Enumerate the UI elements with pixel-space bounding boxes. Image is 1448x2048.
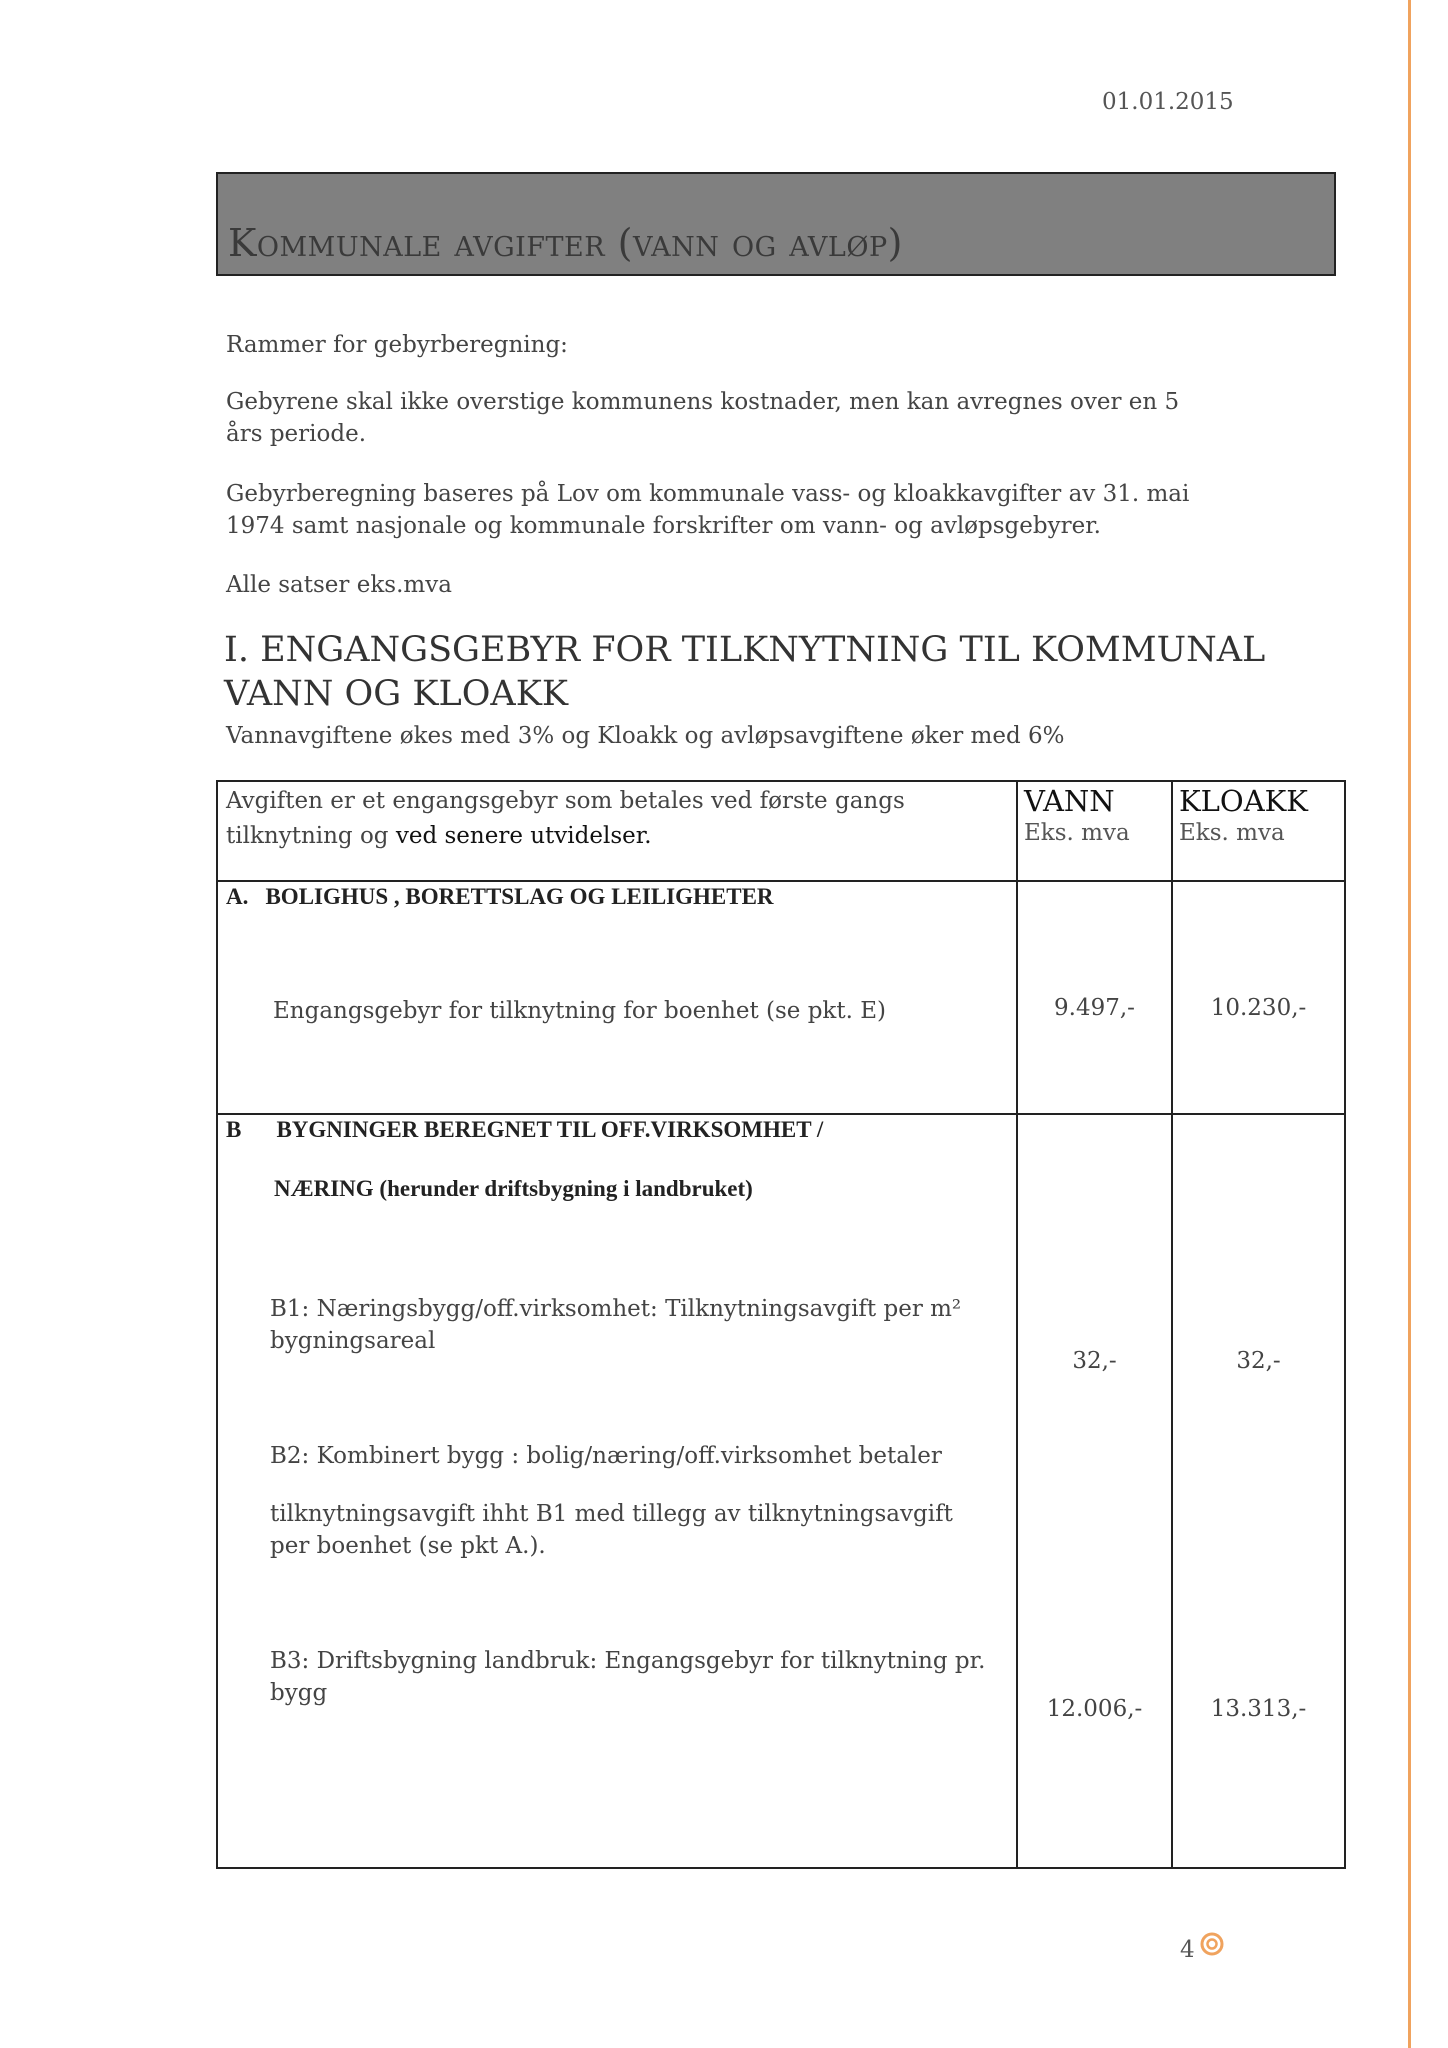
row-b-kloakk-cell xyxy=(1172,1114,1345,1868)
section-heading: I. ENGANGSGEBYR FOR TILKNYTNING TIL KOMMUNAL VANN OG KLOAKK xyxy=(224,630,1266,714)
intro-paragraph-2: Gebyrene skal ikke overstige kommunens kostnader, men kan avregnes over en 5 års periode. xyxy=(226,389,1180,447)
row-a-vann-cell xyxy=(1017,881,1172,1114)
table-intro-cell xyxy=(217,781,1017,881)
row-a-kloakk-cell xyxy=(1172,881,1345,1114)
column-header-kloakk xyxy=(1172,781,1345,881)
row-b-title-line1: BYGNINGER BEREGNET TIL OFF.VIRKSOMHET / xyxy=(276,1117,824,1142)
fee-table xyxy=(216,780,1346,1869)
row-a-title: BOLIGHUS , BORETTSLAG OG LEILIGHETER xyxy=(265,884,774,909)
header-date: 01.01.2015 xyxy=(1102,89,1234,115)
row-a-kloakk-amount: 10.230,- xyxy=(1210,995,1307,1021)
column-subtitle-vann: Eks. mva xyxy=(1024,820,1130,846)
row-b3-text: B3: Driftsbygning landbruk: Engangsgebyr for tilknytning pr. bygg xyxy=(270,1648,986,1706)
row-b-description xyxy=(217,1114,1017,1868)
section-subheading: Vannavgiftene økes med 3% og Kloakk og avløpsavgiftene øker med 6% xyxy=(226,723,1065,749)
column-title-vann: VANN xyxy=(1024,784,1115,818)
intro-paragraph-3: Gebyrberegning baseres på Lov om kommunale vass- og kloakkavgifter av 31. mai 1974 samt nasjonale og kommunale forskrifter om vann- og avløpsgebyrer. xyxy=(226,481,1190,539)
column-title-kloakk: KLOAKK xyxy=(1179,784,1308,818)
row-b3-kloakk-amount: 13.313,- xyxy=(1210,1696,1307,1722)
table-intro-text xyxy=(218,782,1016,854)
table-header-row xyxy=(217,781,1345,881)
row-b-title-line2: NÆRING (herunder driftsbygning i landbruket) xyxy=(274,1176,753,1201)
row-b2-line1: B2: Kombinert bygg : bolig/næring/off.virksomhet betaler xyxy=(270,1443,942,1469)
table-intro-part1: Avgiften er et engangsgebyr som betales ved første gangs tilknytning og xyxy=(226,788,905,849)
column-subtitle-kloakk: Eks. mva xyxy=(1179,820,1285,846)
row-b1-vann-amount: 32,- xyxy=(1072,1348,1117,1374)
row-a-description xyxy=(217,881,1017,1114)
row-b1-text: B1: Næringsbygg/off.virksomhet: Tilknytningsavgift per m² bygningsareal xyxy=(270,1296,962,1354)
banner-title: Kommunale avgifter (vann og avløp) xyxy=(228,221,903,265)
intro-paragraph-4: Alle satser eks.mva xyxy=(226,572,452,598)
table-intro-part2: ved senere utvidelser. xyxy=(395,823,652,849)
row-a-item: Engangsgebyr for tilknytning for boenhet (se pkt. E) xyxy=(273,998,886,1024)
row-b-label: B xyxy=(226,1117,242,1142)
row-b3-vann-amount: 12.006,- xyxy=(1046,1696,1143,1722)
table-row-b xyxy=(217,1114,1345,1868)
row-b1-kloakk-amount: 32,- xyxy=(1236,1348,1281,1374)
title-banner xyxy=(216,172,1336,276)
page-number: 4 xyxy=(1180,1937,1195,1963)
row-a-vann-amount: 9.497,- xyxy=(1054,995,1135,1021)
row-b2-line2: tilknytningsavgift ihht B1 med tillegg av tilknytningsavgift per boenhet (se pkt A.). xyxy=(270,1501,953,1559)
table-row-a xyxy=(217,881,1345,1114)
row-a-label: A. xyxy=(226,884,249,909)
intro-paragraph-1: Rammer for gebyrberegning: xyxy=(226,332,568,358)
row-b-vann-cell xyxy=(1017,1114,1172,1868)
orange-circle-logo-icon xyxy=(1200,1932,1224,1956)
column-header-vann xyxy=(1017,781,1172,881)
page-edge-rule xyxy=(1408,0,1411,2048)
